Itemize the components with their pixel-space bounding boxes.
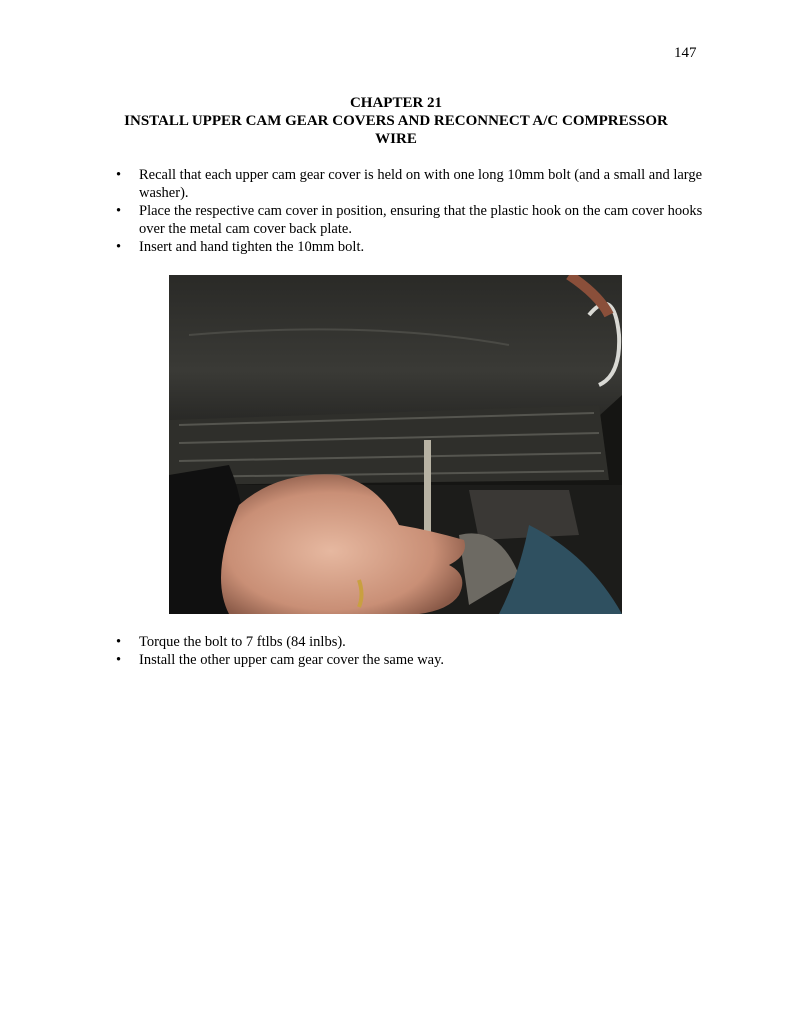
page-number: 147 — [674, 45, 697, 61]
step-text: Place the respective cam cover in position, ensuring that the plastic hook on the cam cover hooks over the metal cam cover back plate. — [139, 203, 703, 237]
chapter-heading: CHAPTER 21 — [349, 95, 443, 111]
list-item — [113, 651, 703, 669]
step-text: Install the other upper cam gear cover the same way. — [139, 652, 445, 668]
step-text: Recall that each upper cam gear cover is held on with one long 10mm bolt (and a small and large washer). — [139, 167, 703, 201]
chapter-title-line-1: INSTALL UPPER CAM GEAR COVERS AND RECONNECT A/C COMPRESSOR — [124, 113, 668, 129]
list-item — [113, 202, 703, 238]
step-text: Insert and hand tighten the 10mm bolt. — [139, 239, 365, 255]
engine-photo — [169, 275, 622, 614]
engine-photo-illustration — [169, 275, 622, 614]
chapter-title-line-2: WIRE — [375, 131, 417, 147]
bullet-icon: • — [116, 203, 122, 219]
chapter-title — [100, 94, 692, 148]
step-text: Torque the bolt to 7 ftlbs (84 inlbs). — [139, 634, 346, 650]
bullet-icon: • — [116, 652, 122, 668]
instruction-list-bottom — [113, 633, 703, 669]
bullet-icon: • — [116, 167, 122, 183]
list-item — [113, 166, 703, 202]
list-item — [113, 238, 703, 256]
bullet-icon: • — [116, 239, 122, 255]
bullet-icon: • — [116, 634, 122, 650]
instruction-list-top — [113, 166, 703, 256]
list-item — [113, 633, 703, 651]
